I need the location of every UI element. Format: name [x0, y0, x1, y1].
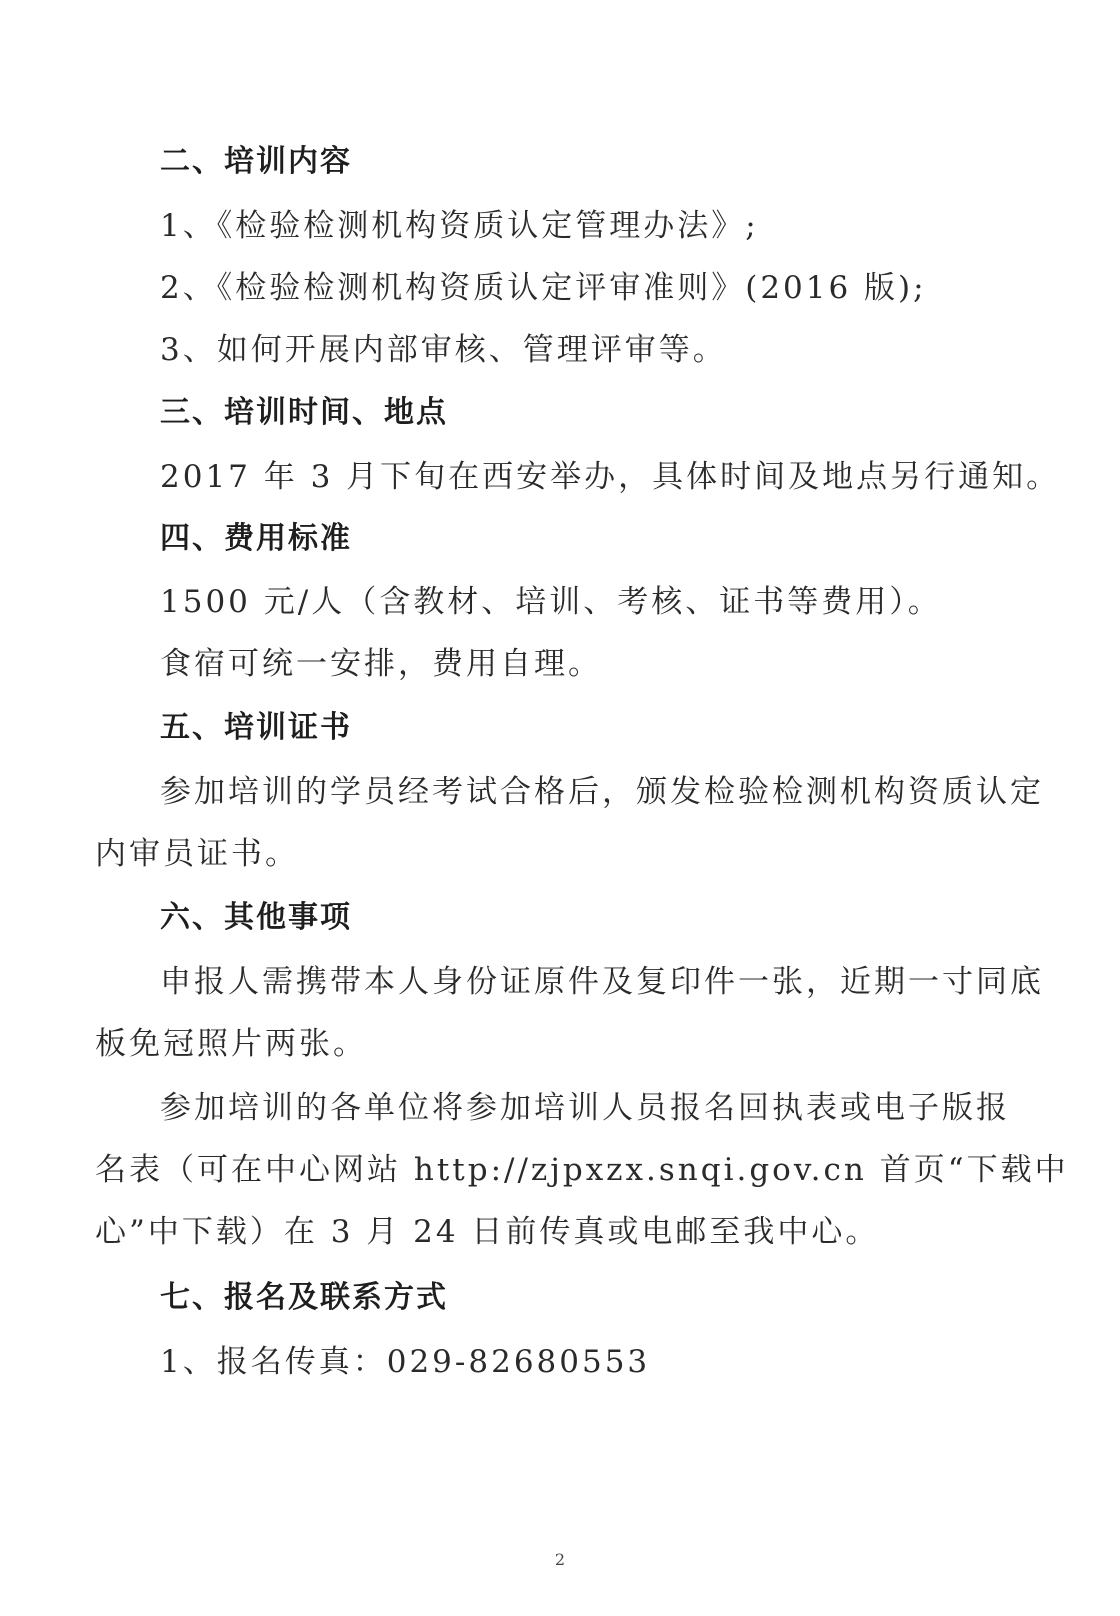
paragraph-line: 内审员证书。 [95, 836, 299, 872]
paragraph-line: 2017 年 3 月下旬在西安举办，具体时间及地点另行通知。 [160, 459, 1061, 495]
section-heading-certificate: 五、培训证书 [160, 710, 352, 745]
paragraph-line: 参加培训的各单位将参加培训人员报名回执表或电子版报 [160, 1090, 1010, 1126]
section-heading-other-matters: 六、其他事项 [160, 900, 352, 935]
list-item: 1、《检验检测机构资质认定管理办法》; [160, 208, 759, 244]
list-item: 2、《检验检测机构资质认定评审准则》(2016 版); [160, 270, 927, 306]
paragraph-line: 申报人需携带本人身份证原件及复印件一张，近期一寸同底 [160, 964, 1044, 1000]
paragraph-line: 心”中下载）在 3 月 24 日前传真或电邮至我中心。 [95, 1214, 880, 1250]
list-item: 3、如何开展内部审核、管理评审等。 [160, 332, 727, 368]
section-heading-training-content: 二、培训内容 [160, 144, 352, 179]
paragraph-line: 参加培训的学员经考试合格后，颁发检验检测机构资质认定 [160, 774, 1044, 810]
paragraph-line: 食宿可统一安排，费用自理。 [160, 646, 602, 682]
paragraph-line: 1500 元/人（含教材、培训、考核、证书等费用）。 [160, 584, 942, 620]
section-heading-registration-contact: 七、报名及联系方式 [160, 1280, 448, 1315]
list-item: 1、报名传真：029-82680553 [160, 1344, 651, 1380]
section-heading-fees: 四、费用标准 [160, 521, 352, 556]
page-number: 2 [554, 1550, 566, 1569]
paragraph-line: 板免冠照片两张。 [95, 1026, 367, 1062]
paragraph-line: 名表（可在中心网站 http://zjpxzx.snqi.gov.cn 首页“下载中 [95, 1152, 1069, 1188]
section-heading-time-place: 三、培训时间、地点 [160, 395, 448, 430]
